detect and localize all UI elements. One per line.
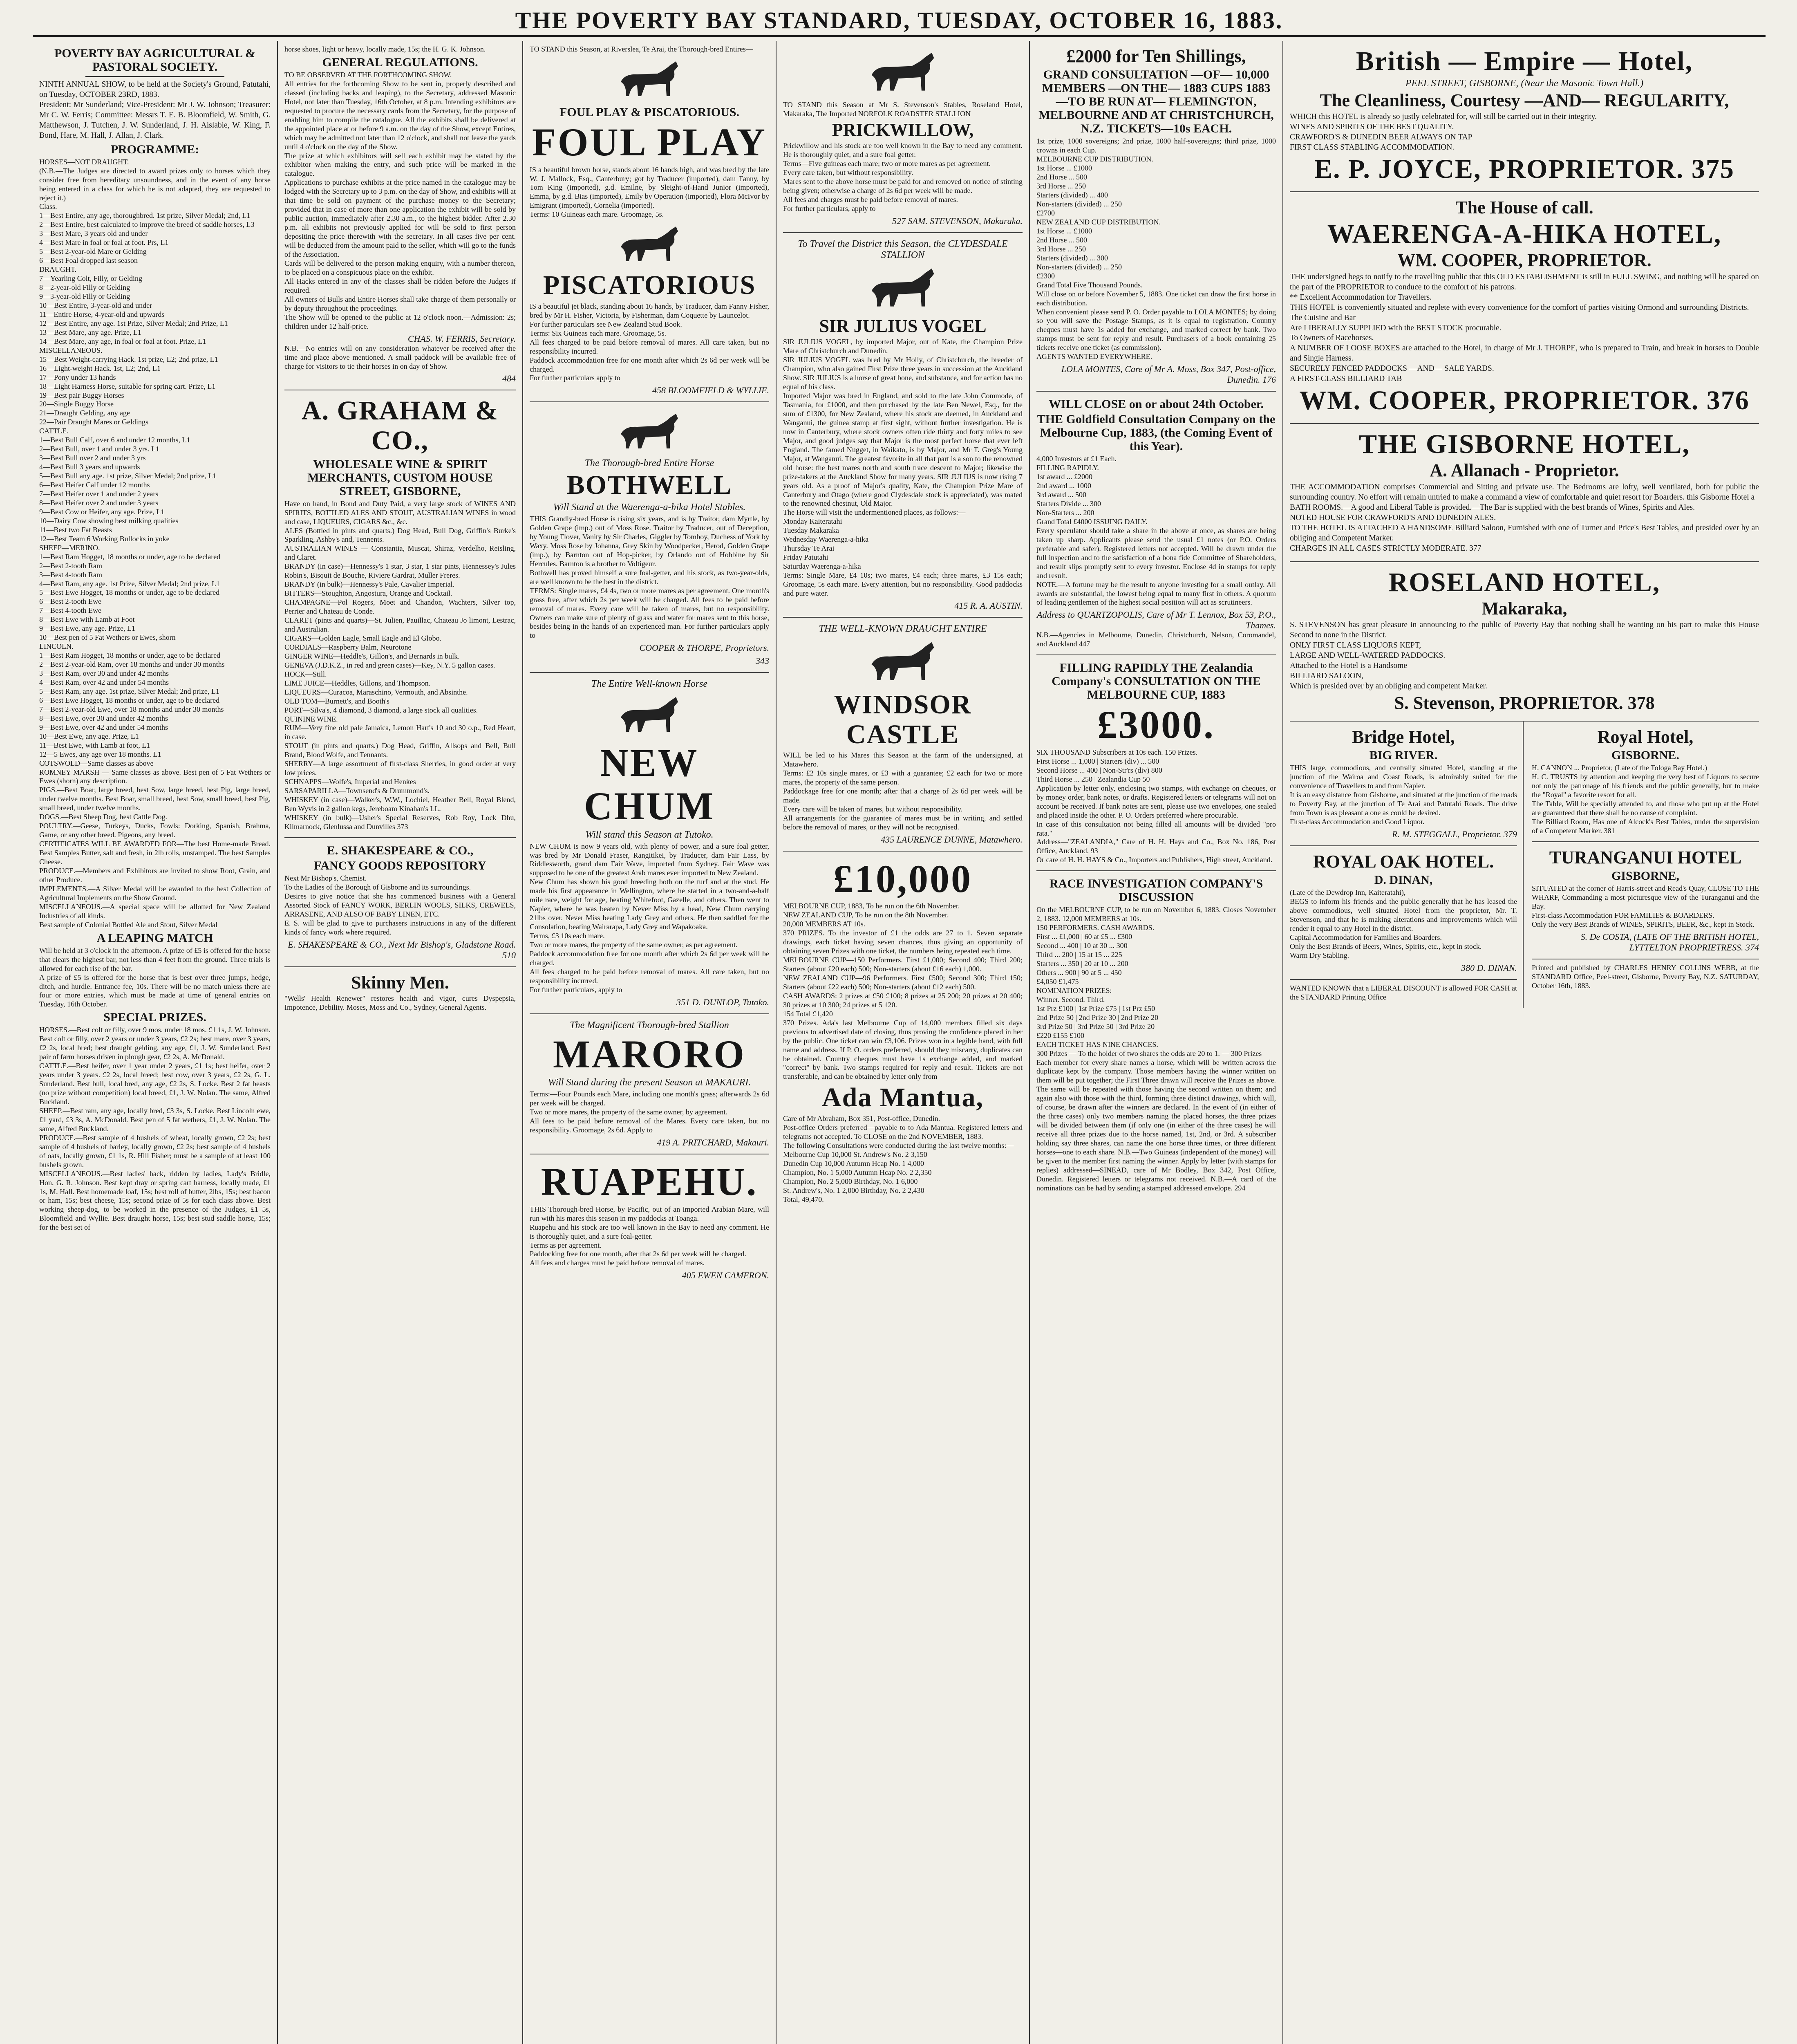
tur-signature: S. De COSTA, (LATE OF THE BRITISH HOTEL, LYTTELTON PROPRIETRESS. 374	[1580, 931, 1759, 953]
sjv-heading: SIR JULIUS VOGEL	[819, 316, 987, 336]
new-chum-text: NEW CHUM is now 9 years old, with plenty of power, and a sure foal getter, was bred by Mr Donald Fraser, Rangitikei, by Traducer, dam Fair Lass, by Riddlesworth, grand dam Fair Wave, imported from Sydney. Fair Wave was supposed to be one of the greatest Arab mares ever imported to New Zealand. New Chum has shown his good breeding both on the turf and at the stud. He made his first appearance in Wellington, where he started in a two-and-a-half mile race, weight for age, beating Whitefoot, Gazelle, and others. Then went to Napier, where he was beaten by Never Miss by a head, New Chum carrying 21lbs over. Never Miss beating Lady Grey and others. He then saddled for the Consolation, beating Wairarapa, Lady Grey and Wapakoaka. Terms, £3 10s each mare. Two or more mares, the property of the same owner, as per agreement. Paddock accommodation free for one month after which 2s 6d per week will be charged. All fees charged to be paid before removal of mares. All care taken, but no responsibility incurred. For further particulars, apply to	[530, 842, 769, 994]
gisborne-hotel-ad	[1290, 424, 1759, 562]
zeal-big: £3000.	[1097, 703, 1215, 747]
mc-signature: LOLA MONTES, Care of Mr A. Moss, Box 347, Post-office, Dunedin. 176	[1061, 364, 1276, 385]
regulations-text: TO BE OBSERVED AT THE FORTHCOMING SHOW. All entries for the forthcoming Show to be sent in, properly described and classed (including backs and leaping), to the Secretary, addressed Masonic Hotel, not later than Tuesday, 16th October, at 8 p.m. Intending exhibitors are requested to procure the necessary cards from the Secretary, for the purpose of enabling him to compile the catalogue. All the exhibits shall be delivered at the appointed place at or before 9 a.m. on the day of the Show, except Entires, which may be admitted not later than 12 o'clock, and shall not leave the yards until 4 o'clock on the day of the Show. The prize at which exhibitors will sell each exhibit may be stated by the exhibitor when making the entry, and such price will be marked in the catalogue. Applications to purchase exhibits at the price named in the catalogue may be lodged with the Secretary up to 3 p.m. on the day of Show, and exhibits will at that time be sold on payment of the purchase money to the Secretary; provided that in case of more than one application the exhibit will be sold by public auction, immediately after 2.30 a.m., to the highest bidder. After 2.30 p.m. all exhibits not previously applied for will be sold to first person depositing the price therewith with the secretary. In all cases five per cent. will be deducted from the amount paid to the seller, which will go to the funds of the Association. Cards will be delivered to the person making enquiry, with a number thereon, to be placed on a conspicuous place on the exhibit. All Hacks entered in any of the classes shall be ridden before the Judges if required. All owners of Bulls and Entire Horses shall take charge of them personally or by deputy throughout the proceedings. The Show will be opened to the public at 12 o'clock noon.—Admission: 2s; children under 12 half-price.	[284, 70, 516, 330]
roh-sub: D. DINAN,	[1374, 873, 1433, 887]
sjv-signature: 415 R. A. AUSTIN.	[954, 600, 1023, 611]
be-signature: E. P. JOYCE, PROPRIETOR. 375	[1314, 154, 1734, 184]
foul-play-heading: FOUL PLAY	[532, 120, 767, 164]
left-hotels	[1290, 722, 1524, 1008]
column-5	[1030, 41, 1283, 2044]
ruapehu-text: THIS Thorough-bred Horse, by Pacific, out of an imported Arabian Mare, will run with his mares this season in my paddocks at Toanga. Ruapehu and his stock are too well known in the Bay to need any comment. He is thoroughly quiet, and a sure foal-getter. Terms as per agreement. Paddocking free for one month, after that 2s 6d per week will be charged. All fees and charges must be paid before removal of mares.	[530, 1205, 769, 1267]
be-mid: The Cleanliness, Courtesy —AND— REGULARITY,	[1320, 90, 1729, 110]
wanted-text: WANTED KNOWN that a LIBERAL DISCOUNT is allowed FOR CASH at the STANDARD Printing Office	[1290, 984, 1517, 1001]
wh-top: The House of call.	[1455, 197, 1593, 218]
imprint-text: Printed and published by CHARLES HENRY COLLINS WEBB, at the STANDARD Office, Peel-street, Gisborne, Poverty Bay, N.Z. SATURDAY, October 16th, 1883.	[1532, 963, 1759, 990]
windsor-castle-ad	[783, 618, 1023, 852]
graham-co-ad	[284, 390, 516, 838]
special-prizes-text: HORSES.—Best colt or filly, over 9 mos. under 18 mos. £1 1s, J. W. Johnson. Best colt or filly, over 2 years or under 3 years, £2 2s; best mare, over 3 years, £2 2s, local bred; best draught gelding, any age, £1, J. W. Sunderland. Best pair of farm horses driven in plough gear, £2 2s, A. McDonald. CATTLE.—Best heifer, over 1 year under 2 years, £1 1s; best heifer, over 2 years under 3 years. £2 2s, local breed; best cow, over 3 years, £2 2s, G. L. Sunderland. Best bull, local bred, any age, £2 2s, S. Locke. Best 2 fat beasts (no prize without competition) local breed, £1, J. W. Nolan. The same, Alfred Buckland. SHEEP.—Best ram, any age, locally bred, £3 3s, S. Locke. Best Lincoln ewe, £1 yard, £3 3s, A. McDonald. Best pen of 5 fat wethers, £1, J. W. Nolan. The same, Alfred Buckland. PRODUCE.—Best sample of 4 bushels of wheat, locally grown, £2 2s; best sample of 4 bushels of barley, locally grown, £2 2s; best sample of 4 bushels of oats, locally grown, £1 1s, R. Hill Fisher; must be a sample of at least 100 bushels grown. MISCELLANEOUS.—Best ladies' hack, ridden by ladies, Lady's Bridle, Hon. G. R. Johnson. Best kept dray or spring cart harness, locally made, £1 1s, M. Hall. Best homemade loaf, 15s; best roll of butter, 2lbs, 15s; best bacon or ham, 15s; best cheese, 15s; second prize of 5s for each class above. Best working sheep-dog, to be worked in the presence of the Judges, £1 5s, Bloomfield and Wyllie. Best draught horse, 15s; best stud saddle horse, 15s; for the best set of	[39, 1026, 271, 1232]
am-text: MELBOURNE CUP, 1883, To be run on the 6th November. NEW ZEALAND CUP, To be run on the 8th November. 20,000 MEMBERS AT 10s. 370 PRIZES. To the investor of £1 the odds are 27 to 1. Seven separate drawings, each ticket having seven chances, thus giving an opportunity of obtaining seven Prizes with one ticket, the numbers being repeated each time. MELBOURNE CUP—150 Performers. First £1,000; Second 400; Third 200; Starters (about £20 each) 500; Non-starters (about £16 each) 1,000. NEW ZEALAND CUP—96 Performers. First £500; Second 300; Third 150; Starters (about £22 each) 500; Non-starters (about £12 each) 500. CASH AWARDS: 2 prizes at £50 £100; 8 prizes at 25 200; 20 prizes at 20 400; 30 prizes at 10 300; 24 prizes at 5 120. 154 Total £1,420 370 Prizes. Ada's last Melbourne Cup of 14,000 members filled six days previous to advertised date of closing, thus proving the confidence placed in her by the public. One ticket can win £3,106. Prizes won in a legible hand, with full name and address. If P. O. orders preferred, should they miscarry, duplicates can be obtained. Country cheques must have 1s exchange added, and marked "correct" by bank. Two stamps required for reply and result. Tickets are not transferable, and can be obtained by letter only from	[783, 902, 1023, 1081]
graham-subheading: WHOLESALE WINE & SPIRIT MERCHANTS, CUSTOM HOUSE STREET, GISBORNE,	[307, 457, 493, 498]
bothwell-signature: COOPER & THORPE, Proprietors.	[639, 643, 769, 653]
new-chum-ad	[530, 673, 769, 1014]
maroro-text: Terms:—Four Pounds each Mare, including one month's grass; afterwards 2s 6d per week will be charged. Two or more mares, the property of the same owner, by agreement. All fees to be paid before removal of the Mares. Every care taken, but no responsibility. Groomage, 2s 6d. Apply to	[530, 1090, 769, 1134]
special-prizes-heading: SPECIAL PRIZES.	[103, 1011, 206, 1024]
column-6	[1283, 41, 1766, 2044]
mc-heading: £2000 for Ten Shillings,	[1066, 46, 1246, 66]
ruapehu-signature: 405 EWEN CAMERON.	[682, 1270, 769, 1281]
wh-heading: WAERENGA-A-HIKA HOTEL,	[1327, 219, 1722, 249]
new-chum-intro: The Entire Well-known Horse	[591, 679, 708, 690]
waerenga-hotel-ad	[1290, 192, 1759, 424]
column-1	[33, 41, 278, 2044]
skinny-text: "Wells' Health Renewer" restores health and vigor, cures Dyspepsia, Impotence, Debility. Moses, Moss and Co., Sydney, General Agents.	[284, 994, 516, 1011]
race-heading: RACE INVESTIGATION COMPANY'S DISCUSSION	[1049, 877, 1263, 904]
wc-signature: 435 LAURENCE DUNNE, Matawhero.	[881, 834, 1023, 845]
divider	[85, 76, 224, 77]
sjv-text: SIR JULIUS VOGEL, by imported Major, out of Kate, the Champion Prize Mare of Christchurch and Dunedin. SIR JULIUS VOGEL was bred by Mr Holly, of Christchurch, the breeder of Champion, who also gained First Prize three years in succession at the Auckland Show. SIR JULIUS is a horse of great bone, and substance, and for action has no equal of his class. Imported Major was bred in England, and sold to the late John Commode, of Tasmania, for £1000, and then purchased by the late Ben Newel, Esq., for the sum of £1300, for New Zealand, where his stock are deemed, in Auckland and Wanganui, the guinea stamp at first sight, without further investigation. He is now in Canterbury, where stock owners often ride thirty and forty miles to see Major, and good judges say that Major is the most perfect horse that ever left England. The famed Nugget, in Waikato, is by Major, and Mr T. Greg's Young Major, at Wanganui. The greatest favorite in all that part is a son to the renowned old horse: the best mares north and south trace descent to Major; likewise the prize-takers at the Auckland Show for many years. SIR JULIUS is now rising 7 years old. As a proof of Major's quality, Kate, the Champion Prize Mare of Canterbury and Otago (where good Clydesdale stock is appreciated), was mated to the renowned chestnut, Old Major. The Horse will visit the undermentioned places, as follows:— Monday Kaiteratahi Tuesday Makaraka Wednesday Waerenga-a-hika Thursday Te Arai Friday Patutahi Saturday Waerenga-a-hika Terms: Single Mare, £4 10s; two mares, £4 each; three mares, £3 15s each; Groomage, 5s each mare. Every attention, but no responsibility. Good paddocks and pure water.	[783, 338, 1023, 597]
regulations-signature: CHAS. W. FERRIS, Secretary.	[407, 333, 516, 344]
rh-text: S. STEVENSON has great pleasure in announcing to the public of Poverty Bay that nothing shall be wanting on his part to make this House Second to none in the District. ONLY FIRST CLASS LIQUORS KEPT, LARGE AND WELL-WATERED PADDOCKS. Attached to the Hotel is a Handsome BILLIARD SALOON, Which is presided over by an obliging and competent Marker.	[1290, 621, 1759, 691]
piscatorious-heading: PISCATORIOUS	[543, 270, 756, 300]
skinny-heading: Skinny Men.	[351, 972, 449, 993]
ad-number: 484	[502, 373, 516, 384]
gold-text: 4,000 Investors at £1 Each. FILLING RAPIDLY. 1st award ... £2000 2nd award ... 1000 3rd award ... 500 Starters Divide ... 300 Non-Starters ... 200 Grand Total £4000 ISSUING DAILY. Every speculator should take a share in the above at once, as shares are being taken up sharp. Applicants please send the usual £1 notes (or P.O. Orders preferable and safer). Registered letters not accepted. Will be drawn under the full inspection and to the satisfaction of a bona fide Committee of Shareholders, and result slips promptly sent to every investor. Enclose 4d in stamps for reply and result. NOTE.—A fortune may be the result to anyone investing for a small outlay. All awards are substantial, the lowest being equal to many first in others. A quorum of leading gentlemen of the highest social position will act as scrutineers.	[1036, 455, 1276, 607]
bothwell-heading: BOTHWELL	[566, 470, 732, 500]
imprint	[1532, 959, 1759, 996]
bridge-hotel-ad	[1290, 722, 1517, 846]
regulations-ad	[284, 41, 516, 390]
shakespeare-signature: E. SHAKESPEARE & CO., Next Mr Bishop's, Gladstone Road. 510	[288, 939, 516, 960]
piscatorious-signature: 458 BLOOMFIELD & WYLLIE.	[652, 385, 769, 396]
ad-intro: NINTH ANNUAL SHOW, to be held at the Society's Ground, Patutahi, on Tuesday, OCTOBER 23RD, 1883. President: Mr Sunderland; Vice-President: Mr J. W. Johnson; Treasurer: Mr C. W. Ferris; Committee: Messrs T. E. B. Bloomfield, W. Smith, G. Matthewson, J. Tutchen, J. W. Sunderland, J. H. Aislabie, W. King, F. Bond, Hare, M. Hall, J. Allan, J. Clark.	[39, 80, 271, 140]
zeal-heading: FILLING RAPIDLY THE Zealandia Company's CONSULTATION ON THE MELBOURNE CUP, 1883	[1052, 661, 1261, 702]
british-empire-hotel-ad	[1290, 41, 1759, 192]
leaping-heading: A LEAPING MATCH	[96, 931, 213, 945]
wh-text: THE undersigned begs to notify to the travelling public that this OLD ESTABLISHMENT is still in FULL SWING, and nothing will be spared on the part of the PROPRIETOR to conduce to the comfort of his patrons. ** Excellent Accommodation for Travellers. THIS HOTEL is conveniently situated and replete with every convenience for the comfort of parties visiting Ormond and surrounding Districts. The Cuisine and Bar Are LIBERALLY SUPPLIED with the BEST STOCK procurable. To Owners of Racehorses. A NUMBER OF LOOSE BOXES are attached to the Hotel, in charge of Mr J. THORPE, who is prepared to Train, and break in horses to Double and Single Harness. SECURELY FENCED PADDOCKS —AND— SALE YARDS. A FIRST-CLASS BILLIARD TAB	[1290, 272, 1759, 383]
agricultural-show-ad	[39, 41, 271, 1238]
wc-intro: THE WELL-KNOWN DRAUGHT ENTIRE	[819, 623, 987, 634]
mc-text: 1st prize, 1000 sovereigns; 2nd prize, 1000 half-sovereigns; third prize, 1000 crowns in each Cup. MELBOURNE CUP DISTRIBUTION. 1st Horse ... £1000 2nd Horse ... 500 3rd Horse ... 250 Starters (divided) ... 400 Non-starters (divided) ... 250 £2700 NEW ZEALAND CUP DISTRIBUTION. 1st Horse ... £1000 2nd Horse ... 500 3rd Horse ... 250 Starters (divided) ... 300 Non-starters (divided) ... 250 £2300 Grand Total Five Thousand Pounds. Will close on or before November 5, 1883. One ticket can draw the first horse in each distribution. When convenient please send P. O. Order payable to LOLA MONTES; by doing so you will save the Postage Stamps, as it is equal to registration. Country cheques must have 1s added for exchange, and marked correct by bank. Two stamps must be sent for reply and result. Purchasers of a book containing 25 tickets receive one ticket (as commission). AGENTS WANTED EVERYWHERE.	[1036, 137, 1276, 361]
prickwillow-ad	[783, 41, 1023, 233]
maroro-intro: The Magnificent Thorough-bred Stallion	[570, 1020, 729, 1031]
horse-names: FOUL PLAY & PISCATORIOUS.	[559, 105, 740, 119]
ada-mantua-ad	[783, 852, 1023, 1210]
shakespeare-heading: E. SHAKESPEARE & CO.,	[327, 843, 474, 857]
am-address: Care of Mr Abraham, Box 351, Post-office, Dunedin. Post-office Orders preferred—payable to to Ada Mantua. Registered letters and telegrams not accepted. To CLOSE on the 2nd NOVEMBER, 1883. The following Consultations were conducted during the last twelve months:— Melbourne Cup 10,000 St. Andrew's No. 2 3,150 Dunedin Cup 10,000 Autumn Hcap No. 1 4,000 Champion, No. 1 5,000 Autumn Hcap No. 2 2,350 Champion, No. 2 5,000 Birthday, No. 1 6,000 St. Andrew's, No. 1 2,000 Birthday, No. 2 2,430 Total, 49,470.	[783, 1114, 1023, 1204]
column-3	[523, 41, 777, 2044]
bh-sub: BIG RIVER.	[1369, 748, 1438, 762]
bothwell-sub: Will Stand at the Waerenga-a-hika Hotel Stables.	[553, 502, 746, 513]
column-2	[278, 41, 523, 2044]
masthead: THE POVERTY BAY STANDARD, TUESDAY, OCTOBER 16, 1883.	[33, 7, 1766, 37]
lola-montes-ad	[1036, 41, 1276, 392]
rh-heading: ROSELAND HOTEL,	[1388, 567, 1660, 597]
piscatorious-text: IS a beautiful jet black, standing about 16 hands, by Traducer, dam Fanny Fisher, bred by Mr H. Fisher, Victoria, by Fisherman, dam Coquette by Launcelot. For further particulars see New Zealand Stud Book. Terms: Six Guineas each mare. Groomage, 5s. All fees charged to be paid before removal of mares. All care taken, but no responsibility incurred. Paddock accommodation free for one month after which 2s 6d per week will be charged. For further particulars apply to	[530, 302, 769, 382]
race-text: On the MELBOURNE CUP, to be run on November 6, 1883. Closes November 2, 1883. 12,000 MEMBERS at 10s. 150 PERFORMERS. CASH AWARDS. First ... £1,000 | 60 at £5 ... £300 Second ... 400 | 10 at 30 ... 300 Third ... 200 | 15 at 15 ... 225 Starters ... 350 | 20 at 10 ... 200 Others ... 900 | 90 at 5 ... 450 £4,050 £1,475 NOMINATION PRIZES: Winner. Second. Third. 1st Prz £100 | 1st Prize £75 | 1st Prz £50 2nd Prize 50 | 2nd Prize 30 | 2nd Prize 20 3rd Prize 50 | 3rd Prize 50 | 3rd Prize 20 £220 £155 £100 EACH TICKET HAS NINE CHANCES. 300 Prizes — To the holder of two shares the odds are 20 to 1. — 300 Prizes Each member for every share names a horse, which will be written across the duplicate kept by the company. Those members having the winner written on them will be put together; the First Three drawn will receive the Prizes as above. The same will be repeated with those having the second written on them; and again also with those with the third, forming three distinct drawings, which will, of course, be drawn after the winners are declared. In the event of (in either of the three cases) only two members naming the placed horses, the three prizes will be divided between them (if only one (in either of the three cases) he will receive all three prizes due to the horse named, 1st, 2nd, or 3rd. A subscriber holding say three shares, can name the one horse three times, or three different horses—one to each share. N.B.—Two Guineas (independent of the money) will be given to the member first naming the winner. Apply by letter (with stamps for replies) addressed—SINEAD, care of Mr Bodley, Box 342, Post Office, Dunedin. Registered letters or telegrams not received. N.B.—A card of the nominations can be had by sending a stamped addressed envelope. 294	[1036, 905, 1276, 1192]
horse-illustration-icon	[858, 264, 948, 313]
turanganui-hotel-ad	[1532, 842, 1759, 959]
horse-illustration-icon	[609, 410, 690, 455]
goldfield-ad	[1036, 392, 1276, 655]
regulations-note: N.B.—No entries will on any consideration whatever be received after the time and place above mentioned. A small paddock will be available free of charge for visitors to tie their horses in on day of Show.	[284, 344, 516, 370]
mc-subheading: GRAND CONSULTATION —OF— 10,000 MEMBERS —ON THE— 1883 CUPS 1883 —TO BE RUN AT— FLEMINGTON, MELBOURNE AND AT CHRISTCHURCH, N.Z. TICKETS—10s EACH.	[1038, 68, 1274, 136]
leaping-text: Will be held at 3 o'clock in the afternoon. A prize of £5 is offered for the horse that clears the highest bar, not less than 4 feet from the ground. Three trials is allowed for each rise of the bar. A prize of £5 is offered for the horse that is best over three jumps, hedge, ditch, and hurdle. Entrance fee, 10s. There will be no match unless there are four or more entries, which must be made at time of general entries on Tuesday, 16th October.	[39, 946, 271, 1009]
rh-sub: Makaraka,	[1481, 598, 1567, 619]
am-heading: £10,000	[833, 856, 972, 901]
bh-heading: Bridge Hotel,	[1352, 726, 1455, 747]
prickwillow-signature: 527 SAM. STEVENSON, Makaraka.	[892, 215, 1023, 226]
horse-illustration-icon	[609, 57, 690, 102]
gold-note: N.B.—Agencies in Melbourne, Dunedin, Christchurch, Nelson, Coromandel, and Auckland 447	[1036, 631, 1276, 648]
graham-heading: A. GRAHAM & CO.,	[301, 396, 499, 456]
royal-text: H. CANNON ... Proprietor, (Late of the Tologa Bay Hotel.) H. C. TRUSTS by attention and keeping the very best of Liquors to secure not only the patronage of his friends and the public generally, but to make the "Royal" a favorite resort for all. The Table, Will be specially attended to, and those who put up at the Hotel are guaranteed that there shall be no cause of complaint. The Billiard Room, Has one of Alcock's Best Tables, under the supervision of a Competent Marker. 381	[1532, 763, 1759, 835]
shakespeare-subheading: FANCY GOODS REPOSITORY	[314, 858, 486, 872]
tur-heading: TURANGANUI HOTEL	[1549, 847, 1742, 867]
wc-heading: WINDSOR CASTLE	[834, 689, 972, 749]
gh-heading: THE GISBORNE HOTEL,	[1358, 429, 1690, 459]
rh-signature: S. Stevenson, PROPRIETOR. 378	[1394, 693, 1655, 713]
horse-illustration-icon	[858, 48, 948, 97]
be-text: WHICH this HOTEL is already so justly celebrated for, will still be carried out in their integrity. WINES AND SPIRITS OF THE BEST QUALITY. CRAWFORD'S & DUNEDIN BEER ALWAYS ON TAP FIRST CLASS STABLING ACCOMMODATION.	[1290, 112, 1597, 152]
zeal-text: SIX THOUSAND Subscribers at 10s each. 150 Prizes. First Horse ... 1,000 | Starters (div) ... 500 Second Horse ... 400 | Non-Str'rs (div) 800 Third Horse ... 250 | Zealandia Cup 50 Application by letter only, enclosing two stamps, with exchange on cheques, or by money order, bank notes, or drafts. Registered letters or telegrams will not on account be received. If bank notes are sent, please use two envelopes, one sealed and placed inside the other. P. O. Orders preferred where procurable. In case of this consultation not being filled all amounts will be divided "pro rata." Address—"ZEALANDIA," Care of H. H. Hays and Co., Box No. 186, Post Office, Auckland. 93 Or care of H. H. HAYS & Co., Importers and Publishers, High street, Auckland.	[1036, 748, 1276, 864]
gh-sub: A. Allanach - Proprietor.	[1430, 460, 1619, 481]
gold-heading: WILL CLOSE on or about 24th October.	[1049, 397, 1264, 411]
tur-sub: GISBORNE,	[1611, 869, 1679, 883]
hotel-columns	[1290, 722, 1759, 1008]
bothwell-text: THIS Grandly-bred Horse is rising six years, and is by Traitor, dam Myrtle, by Golden Grape (imp.) out of Moss Rose. Traitor by Traducer, out of Deception, by Young Flover, Vanity by Sir Charles, Giggler by Tomboy, Duchess of York by Waxy. Moss Rose by Johanna, Grey Skin by Woodpecker, Herod, Golden Grape (imp.), by Barnton out of Hop-picker, by Orlando out of Hobbine by Sir Hercules. Barnton is a brother to Voltigeur. Bothwell has proved himself a sure foal-getter, and his stock, as two-year-olds, are well known to be the best in the district. TERMS: Single mares, £4 4s, two or more mares as per agreement. One month's grass free, after which 2s per week will be charged. All fees to be paid before removal of mares. Every care will be taken of mares, but no responsibility. Owners can make sure of plenty of grass and water for mares sent to this horse, besides being in the hands of an experienced man. For further particulars apply to	[530, 515, 769, 640]
wh-sub: WM. COOPER, PROPRIETOR.	[1397, 250, 1652, 271]
roh-signature: 380 D. DINAN.	[1461, 962, 1517, 973]
zealandia-ad	[1036, 655, 1276, 871]
wh-signature: WM. COOPER, PROPRIETOR. 376	[1299, 385, 1750, 416]
gold-subheading: THE Goldfield Consultation Company on the Melbourne Cup, 1883, (the Coming Event of this Year).	[1037, 412, 1276, 453]
bothwell-intro: The Thorough-bred Entire Horse	[584, 458, 714, 469]
ad-title: POVERTY BAY AGRICULTURAL & PASTORAL SOCIETY.	[54, 47, 256, 74]
tur-text: SITUATED at the corner of Harris-street and Read's Quay, CLOSE TO THE WHARF, Commanding a most picturesque view of the Turanganui and the Bay. First-class Accommodation FOR FAMILIES & BOARDERS. Only the very Best Brands of WINES, SPIRITS, BEER, &c., kept in Stock.	[1532, 884, 1759, 928]
bothwell-ad	[530, 402, 769, 673]
shakespeare-ad	[284, 838, 516, 967]
continued-text: horse shoes, light or heavy, locally made, 15s; the H. G. K. Johnson.	[284, 45, 486, 53]
royal-sub: GISBORNE.	[1611, 748, 1679, 762]
new-chum-sub: Will stand this Season at Tutoko.	[585, 829, 714, 840]
horse-illustration-icon	[858, 638, 948, 687]
new-chum-heading: NEW CHUM	[584, 741, 715, 828]
programme-heading: PROGRAMME:	[110, 142, 199, 156]
be-heading: British — Empire — Hotel,	[1356, 46, 1693, 76]
prickwillow-text: Prickwillow and his stock are too well known in the Bay to need any comment. He is thoroughly quiet, and a sure foal getter. Terms—Five guineas each mare; two or more mares as per agreement. Every care taken, but without responsibility. Mares sent to the above horse must be paid for and removed on notice of stinting being given; otherwise a charge of 2s 6d per week will be made. All fees and charges must be paid before removal of mares. For further particulars, apply to	[783, 141, 1023, 213]
gold-signature: Address to QUARTZOPOLIS, Care of Mr T. Lennox, Box 53, P.O., Thames.	[1037, 610, 1276, 631]
wc-text: WILL be led to his Mares this Season at the farm of the undersigned, at Matawhero. Terms: £2 10s single mares, or £3 with a guarantee; £2 each for two or more mares, the property of the same person. Paddockage free for one month; after that a charge of 2s 6d per week will be made. Every care will be taken of mares, but without responsibility. All arrangements for the guarantee of mares must be in writing, and settled before the removal of mares, or they will not be recognised.	[783, 751, 1023, 831]
maroro-sub: Will Stand during the present Season at MAKAURI.	[548, 1077, 751, 1088]
sjv-intro: To Travel the District this Season, the CLYDESDALE STALLION	[798, 238, 1008, 260]
foul-play-ad	[530, 41, 769, 402]
prickwillow-heading: PRICKWILLOW,	[832, 119, 974, 140]
prickwillow-intro: TO STAND this Season at Mr S. Stevenson's Stables, Roseland Hotel, Makaraka, The Imported NORFOLK ROADSTER STALLION	[783, 101, 1023, 118]
race-investigation-ad	[1036, 871, 1276, 1199]
foul-play-text: IS a beautiful brown horse, stands about 16 hands high, and was bred by the late W. J. Mallock, Esq., Canterbury; got by Traducer (imported), dam Fanny, by Tom King (imported), g.d. Emilne, by Sleight-of-Hand Junior (imported), Emma, by g.d. Bias (imported), Emily by Operation (imported), Flora McIvor by Emigrant (imported), Cornelia (imported). Terms: 10 Guineas each mare. Groomage, 5s.	[530, 165, 769, 219]
foul-play-intro: TO STAND this Season, at Riverslea, Te Arai, the Thorough-bred Entires—	[530, 45, 753, 53]
regulations-heading: GENERAL REGULATIONS.	[322, 55, 478, 69]
bh-text: THIS large, commodious, and centrally situated Hotel, standing at the junction of the Wairoa and Coast Roads, is admirably suited for the convenience of Travellers to and from Napier. It is an easy distance from Gisborne, and situated at the junction of the roads to Poverty Bay, at the junction of Te Arai and Patutahi Roads. The drive from Town is as pleasant a one as could be desired. First-class Accommodation and Good Liquor.	[1290, 763, 1517, 826]
graham-list: Have on hand, in Bond and Duty Paid, a very large stock of WINES AND SPIRITS, BOTTLED ALES AND STOUT, AUSTRALIAN WINES in wood and case, LIQUEURS, CIGARS &c., &c. ALES (Bottled in pints and quarts.) Dog Head, Bull Dog, Griffin's Burke's Sparkling, Ashby's and, Tennents. AUSTRALIAN WINES — Constantia, Muscat, Shiraz, Verdelho, Reisling, and Claret. BRANDY (in case)—Hennessy's 1 star, 3 star, 1 star pints, Hennessey's Jules Robin's, Bisquit de Bouche, Riviere Gardrat, Muller Freres. BRANDY (in bulk)—Hennessy's Pale, Cavalier Imperial. BITTERS—Stoughton, Angostura, Orange and Cocktail. CHAMPAGNE—Pol Rogers, Moet and Chandon, Wachters, Silver top, Perrier and Chateau de Conde. CLARET (pints and quarts)—St. Julien, Pauillac, Chateau Jo limont, Lestrac, and Australian. CIGARS—Golden Eagle, Small Eagle and El Globo. CORDIALS—Raspberry Balm, Neurotone GINGER WINE—Heddle's, Gillon's, and Bernards in bulk. GENEVA (J.D.K.Z., in red and green cases)—Key, N.Y. 5 gallon cases. HOCK—Still. LIME JUICE—Heddles, Gillons, and Thompson. LIQUEURS—Curacoa, Maraschino, Vermouth, and Absinthe. OLD TOM—Burnett's, and Booth's PORT—Silva's, 4 diamond, 3 diamond, a large stock all qualities. QUININE WINE. RUM—Very fine old pale Jamaica, Lemon Hart's 10 and 30 o.p., Red Heart, in case. STOUT (in pints and quarts.) Dog Head, Griffin, Allsops and Bell, Bull Brand, Blood Wolfe, and Tennants. SHERRY—A large assortment of first-class Sherries, in good order at very low prices. SCHNAPPS—Wolfe's, Imperial and Henkes SARSAPARILLA—Townsend's & Drummond's. WHISKEY (in case)—Walker's, W.W., Lochiel, Heather Bell, Royal Blend, Ben Wyvis in 2 gallon kegs, Jereboam Kinahan's LL. WHISKEY (in bulk)—Usher's Special Reserves, Rob Roy, Lock Dhu, Kilmarnock, Glenlussa and Dunvilles 373	[284, 499, 516, 831]
programme-list: HORSES—NOT DRAUGHT. (N.B.—The Judges are directed to award prizes only to horses which they consider free from hereditary unsoundness, and in the event of any horse being entered in a class for which he is not adapted, they are requested to reject it.) Class. 1—Best Entire, any age, thoroughbred. 1st prize, Silver Medal; 2nd, L1 2—Best Entire, best calculated to improve the breed of saddle horses, L3 3—Best Mare, 3 years old and under 4—Best Mare in foal or foal at foot. Prs, L1 5—Best 2-year-old Mare or Gelding 6—Best Foal dropped last season DRAUGHT. 7—Yearling Colt, Filly, or Gelding 8—2-year-old Filly or Gelding 9—3-year-old Filly or Gelding 10—Best Entire, 3-year-old and under 11—Entire Horse, 4-year-old and upwards 12—Best Entire, any age. 1st Prize, Silver Medal; 2nd Prize, L1 13—Best Mare, any age. Prize, L1 14—Best Mare, any age, in foal or foal at foot. Prize, L1 MISCELLANEOUS. 15—Best Weight-carrying Hack. 1st prize, L2; 2nd prize, L1 16—Light-weight Hack. 1st, L2; 2nd, L1 17—Pony under 13 hands 18—Light Harness Horse, suitable for spring cart. Prize, L1 19—Best pair Buggy Horses 20—Single Buggy Horse 21—Draught Gelding, any age 22—Pair Draught Mares or Geldings CATTLE. 1—Best Bull Calf, over 6 and under 12 months, L1 2—Best Bull, over 1 and under 3 yrs. L1 3—Best Bull over 2 and under 3 yrs 4—Best Bull 3 years and upwards 5—Best Bull any age. 1st prize, Silver Medal; 2nd prize, L1 6—Best Heifer Calf under 12 months 7—Best Heifer over 1 and under 2 years 8—Best Heifer over 2 and under 3 years 9—Best Cow or Heifer, any age. Prize, L1 10—Dairy Cow showing best milking qualities 11—Best two Fat Beasts 12—Best Team 6 Working Bullocks in yoke SHEEP—MERINO. 1—Best Ram Hogget, 18 months or under, age to be declared 2—Best 2-tooth Ram 3—Best 4-tooth Ram 4—Best Ram, any age. 1st Prize, Silver Medal; 2nd prize, L1 5—Best Ewe Hogget, 18 months or under, age to be declared 6—Best 2-tooth Ewe 7—Best 4-tooth Ewe 8—Best Ewe with Lamb at Foot 9—Best Ewe, any age. Prize, L1 10—Best pen of 5 Fat Wethers or Ewes, shorn LINCOLN. 1—Best Ram Hogget, 18 months or under, age to be declared 2—Best 2-year-old Ram, over 18 months and under 30 months 3—Best Ram, over 30 and under 42 months 4—Best Ram, over 42 and under 54 months 5—Best Ram, any age. 1st prize, Silver Medal; 2nd prize, L1 6—Best Ewe Hogget, 18 months or under, age to be declared 7—Best 2-year-old Ewe, over 18 months and under 30 months 8—Best Ewe, over 30 and under 42 months 9—Best Ewe, over 42 and under 54 months 10—Best Ewe, any age. Prize, L1 11—Best Ewe, with Lamb at foot, L1 12—5 Ewes, any age over 18 months. L1 COTSWOLD—Same classes as above ROMNEY MARSH — Same classes as above. Best pen of 5 Fat Wethers or Ewes (shorn) any description. PIGS.—Best Boar, large breed, best Sow, large breed, best Pig, large breed, under twelve months. Best Boar, small breed, best Sow, small breed, best Pig, small breed, under twelve months. DOGS.—Best Sheep Dog, best Cattle Dog. POULTRY.—Geese, Turkeys, Ducks, Fowls: Dorking, Spanish, Brahma, Game, or any other breed. Pigeons, any breed. CERTIFICATES WILL BE AWARDED FOR—The best Home-made Bread. Best Samples Butter, salt and fresh, in 2lb rolls, unstamped. The best Samples Cheese. PRODUCE.—Members and Exhibitors are invited to show Root, Grain, and other Produce. IMPLEMENTS.—A Silver Medal will be awarded to the best Collection of Agricultural Implements on the Show Ground. MISCELLANEOUS.—A special space will be allotted for New Zealand Industries of all kinds. Best sample of Colonial Bottled Ale and Stout, Silver Medal	[39, 157, 271, 929]
royal-hotel-ad	[1532, 722, 1759, 842]
shakespeare-text: Next Mr Bishop's, Chemist. To the Ladies of the Borough of Gisborne and its surroundings. Desires to give notice that she has commenced business with a General Assorted Stock of FANCY WORK, BERLIN WOOLS, SILKS, CREWELS, ARRASENE, AND ALSO OF BABY LINEN, ETC. E. S. will be glad to give to purchasers instructions in any of the different kinds of fancy work where required.	[284, 874, 516, 936]
new-chum-signature: 351 D. DUNLOP, Tutoko.	[676, 997, 769, 1007]
roh-heading: ROYAL OAK HOTEL.	[1313, 851, 1494, 872]
ruapehu-ad	[530, 1154, 769, 1286]
horse-illustration-icon	[609, 693, 690, 738]
column-4	[777, 41, 1030, 2044]
maroro-heading: MARORO	[553, 1032, 746, 1076]
maroro-ad	[530, 1014, 769, 1154]
royal-oak-hotel-ad	[1290, 846, 1517, 980]
sir-julius-vogel-ad	[783, 233, 1023, 618]
wanted-known-ad	[1290, 980, 1517, 1008]
skinny-men-ad	[284, 967, 516, 1018]
be-sub: PEEL STREET, GISBORNE, (Near the Masonic Town Hall.)	[1405, 78, 1644, 89]
ruapehu-heading: RUAPEHU.	[541, 1160, 758, 1204]
royal-heading: Royal Hotel,	[1597, 726, 1694, 747]
right-hotels	[1532, 722, 1759, 1008]
bh-signature: R. M. STEGGALL, Proprietor. 379	[1392, 829, 1517, 839]
gh-text: THE ACCOMMODATION comprises Commercial and Sitting and private use. The Bedrooms are lofty, well ventilated, both for public the surrounding country. No effort will remain untried to make a command a view of comfortable and quiet resort for Boarders. this Gisborne Hotel a BATH ROOMS.—A good and Liberal Table is provided.—The Bar is supplied with the best brands of Wines, Spirits and Ales. NOTED HOUSE FOR CRAWFORD'S AND DUNEDIN ALES. TO THE HOTEL IS ATTACHED A HANDSOME Billiard Saloon, Furnished with one of Turner and Price's Best Tables, and presided over by an obliging and Competent Marker. CHARGES IN ALL CASES STRICTLY MODERATE. 377	[1290, 482, 1759, 553]
roh-text: (Late of the Dewdrop Inn, Kaiteratahi), BEGS to inform his friends and the public generally that he has leased the above commodious, well situated Hotel from the proprietor, Mr. T. Stevenson, and that he is making alterations and improvements which will render it equal to any Hotel in the district. Capital Accommodation for Families and Boarders. Only the Best Brands of Beers, Wines, Spirits, etc., kept in stock. Warm Dry Stabling.	[1290, 888, 1517, 959]
roseland-hotel-ad	[1290, 562, 1759, 722]
am-name: Ada Mantua,	[821, 1083, 984, 1113]
ad-number: 343	[756, 656, 769, 666]
maroro-signature: 419 A. PRITCHARD, Makauri.	[657, 1137, 769, 1148]
horse-illustration-icon	[609, 222, 690, 267]
